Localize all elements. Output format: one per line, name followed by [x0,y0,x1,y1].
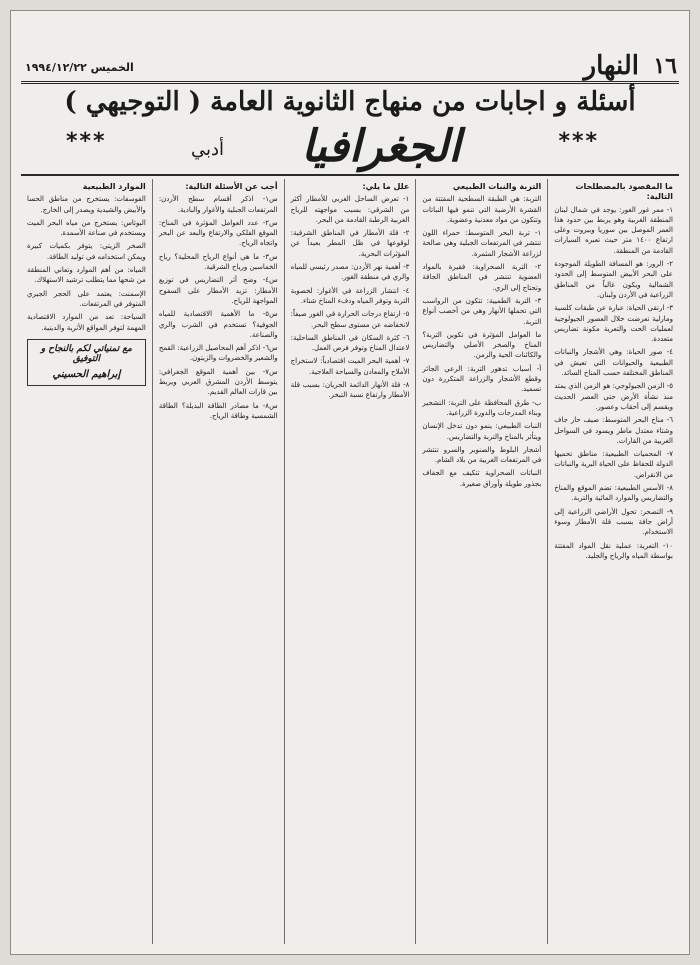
signoff-box [27,339,146,386]
article-column [547,179,679,944]
branch-label: أدبي [191,139,225,160]
article-paragraph: التربة: هي الطبقة السطحية المفتتة من القشرة الأرضية التي تنمو فيها النباتات وتتكون من مواد معدنية وعضوية. [422,195,542,224]
article-paragraph: ٢- الرور: هو المسافة الطويلة الموجودة على البحر الأبيض المتوسط إلى الحدود الشمالية ويكون غالباً من المناطق الزراعية في الأردن ولبنان. [554,260,673,299]
article-paragraph: ٦- كثرة السكان في المناطق الساحلية: لاعتدال المناخ وتوفر فرص العمل. [290,333,410,353]
article-paragraph: ٦- مناخ البحر المتوسط: صيف حار جاف وشتاء معتدل ماطر ويسود في السواحل الغربية من القارات. [554,416,673,445]
article-columns [21,179,679,944]
article-paragraph: ٢- قلة الأمطار في المناطق الشرقية: لوقوعها في ظل المطر بعيداً عن المؤثرات البحرية. [290,229,410,258]
column-heading: أجب عن الأسئلة التالية: [185,182,278,191]
article-paragraph: ١- تربة البحر المتوسط: حمراء اللون تنتشر في المرتفعات الجبلية وهي صالحة لزراعة الأشجار المثمرة. [422,229,542,258]
decorative-stars-right: *** [558,129,599,154]
article-paragraph: س١- اذكر أقسام سطح الأردن: المرتفعات الجبلية والأغوار والبادية. [158,195,278,214]
article-paragraph: ٣- أهمية نهر الأردن: مصدر رئيسي للمياه والري في منطقة الغور. [290,263,410,282]
article-paragraph: ب- طرق المحافظة على التربة: التشجير وبناء المدرجات والدورة الزراعية. [422,398,542,417]
article-paragraph: ٨- قلة الأنهار الدائمة الجريان: بسبب قلة الأمطار وارتفاع نسبة التبخر. [290,381,410,400]
column-heading: الموارد الطبيعية [82,182,146,191]
article-column [415,179,547,944]
article-column [21,179,152,944]
article-paragraph: السياحة: تعد من الموارد الاقتصادية المهمة لتوفر المواقع الأثرية والدينية. [27,313,146,332]
article-paragraph: س٨- ما مصادر الطاقة البديلة؟ الطاقة الشمسية وطاقة الرياح. [158,401,278,420]
article-paragraph: س٣- ما هي أنواع الرياح المحلية؟ رياح الخماسين ورياح الشرقية. [158,252,278,272]
article-paragraph: ٥- الزمن الجيولوجي: هو الزمن الذي يمتد منذ نشأة الأرض حتى العصر الحديث ويقسم إلى أحقاب وعصور. [554,382,673,411]
article-paragraph: النبات الطبيعي: ينمو دون تدخل الإنسان ويتأثر بالمناخ والتربة والتضاريس. [422,422,542,441]
article-paragraph: س٥- ما الأهمية الاقتصادية للمياه الجوفية؟ تستخدم في الشرب والري والصناعة. [158,310,278,339]
headline-rule [21,174,679,176]
article-paragraph: أشجار البلوط والصنوبر والسرو تنتشر في المرتفعات الغربية من بلاد الشام. [422,445,542,465]
article-paragraph: س٦- اذكر أهم المحاصيل الزراعية: القمح والشعير والخضروات والزيتون. [158,344,278,363]
subject-title: الجغرافيا [301,121,461,172]
article-paragraph: ٣- التربة الطميية: تتكون من الرواسب التي تحملها الأنهار وهي من أخصب أنواع التربة. [422,296,542,326]
newspaper-logo: النهار [583,51,639,81]
article-paragraph: النباتات الصحراوية تتكيف مع الجفاف بجذور طويلة وأوراق صغيرة. [422,469,542,488]
article-paragraph: ما العوامل المؤثرة في تكوين التربة؟ المناخ والصخر الأصلي والتضاريس والكائنات الحية والزمن. [422,330,542,360]
article-paragraph: الصخر الزيتي: يتوفر بكميات كبيرة ويمكن استخدامه في توليد الطاقة. [27,242,146,261]
article-paragraph: ٣- ارتقى الحياة: عبارة عن طبقات كلسية ومارلية تعرضت خلال العصور الجيولوجية لعمليات الحت والتعرية مكونة تضاريس متعددة. [554,304,673,344]
article-paragraph: ٩- التصحر: تحول الأراضي الزراعية إلى أراض جافة بسبب قلة الأمطار وسوء الاستخدام. [554,507,673,537]
article-column [284,179,416,944]
article-paragraph: ٤- انتشار الزراعة في الأغوار: لخصوبة التربة وتوفر المياه ودفء المناخ شتاء. [290,286,410,305]
issue-date: الخميس ١٩٩٤/١٢/٢٢ [25,61,134,74]
masthead [21,51,679,84]
column-heading: ما المقصود بالمصطلحات التالية: [575,182,673,202]
closing-wish: مع تمنياتي لكم بالنجاح و التوفيق [40,343,132,365]
decorative-stars-left: *** [66,129,107,154]
article-paragraph: ١- تعرض الساحل الغربي للأمطار أكثر من الشرقي: بسبب مواجهته للرياح الغربية الرطبة القادمة من البحر. [290,195,410,224]
article-column [152,179,284,944]
page-number: ١٦ [653,53,677,79]
article-paragraph: ٧- المحميات الطبيعية: مناطق تحميها الدولة للحفاظ على الحياة البرية والنباتات من الانقراض. [554,450,673,479]
article-paragraph: ٨- الأسس الطبيعية: تضم الموقع والمناخ والتضاريس والموارد المائية والتربة. [554,484,673,503]
newspaper-page [10,10,690,955]
article-paragraph: أ- أسباب تدهور التربة: الرعي الجائر وقطع الأشجار والزراعة المتكررة دون تسميد. [422,364,542,394]
article-paragraph: ١٠- التعرية: عملية نقل المواد المفتتة بواسطة المياه والرياح والجليد. [554,541,673,560]
article-paragraph: ٢- التربة الصحراوية: فقيرة بالمواد العضوية تنتشر في المناطق الجافة وتحتاج إلى الري. [422,263,542,292]
article-paragraph: الإسمنت: يعتمد على الحجر الجيري المتوفر في المرتفعات. [27,289,146,308]
column-heading: علل ما يلي: [362,182,410,191]
article-paragraph: الفوسفات: يستخرج من مناطق الحسا والأبيض والشيدية ويصدر إلى الخارج. [27,195,146,214]
article-paragraph: ٤- صور الحياة: وهي الأشجار والنباتات الطبيعية والحيوانات التي تعيش في المناطق المختلفة حسب المناخ السائد. [554,348,673,378]
author-name: إبراهيم الحسيني [52,369,121,381]
article-paragraph: س٢- عدد العوامل المؤثرة في المناخ: الموقع الفلكي والارتفاع والبعد عن البحر واتجاه الرياح. [158,218,278,248]
article-paragraph: البوتاس: يستخرج من مياه البحر الميت ويستخدم في صناعة الأسمدة. [27,218,146,238]
article-paragraph: ٥- ارتفاع درجات الحرارة في الغور صيفاً: لانخفاضه عن مستوى سطح البحر. [290,310,410,329]
article-paragraph: ١- ممر غور الغور: يوجد في شمال لبنان المنطقة الغربية وهو يربط بين حدود هذا العمر الموصل بين سوريا وبيروت وعلى ارتفاع ١٤٠٠ متر حيث تعبره السيارات القادمة من المنطقة. [554,205,673,255]
article-paragraph: ٧- أهمية البحر الميت اقتصادياً: لاستخراج الأملاح والمعادن والسياحة العلاجية. [290,357,410,376]
article-paragraph: س٤- وضح أثر التضاريس في توزيع الأمطار: تزيد الأمطار على السفوح المواجهة للرياح. [158,276,278,305]
article-paragraph: المياه: من أهم الموارد وتعاني المنطقة من شحها مما يتطلب ترشيد الاستهلاك. [27,266,146,285]
column-heading: التربة والنبات الطبيعي [452,182,542,191]
article-paragraph: س٧- بين أهمية الموقع الجغرافي: يتوسط الأردن المشرق العربي ويربط بين قارات العالم القديم. [158,367,278,397]
article-headline: أسئلة و اجابات من منهاج الثانوية العامة ( التوجيهي ) [64,87,636,117]
